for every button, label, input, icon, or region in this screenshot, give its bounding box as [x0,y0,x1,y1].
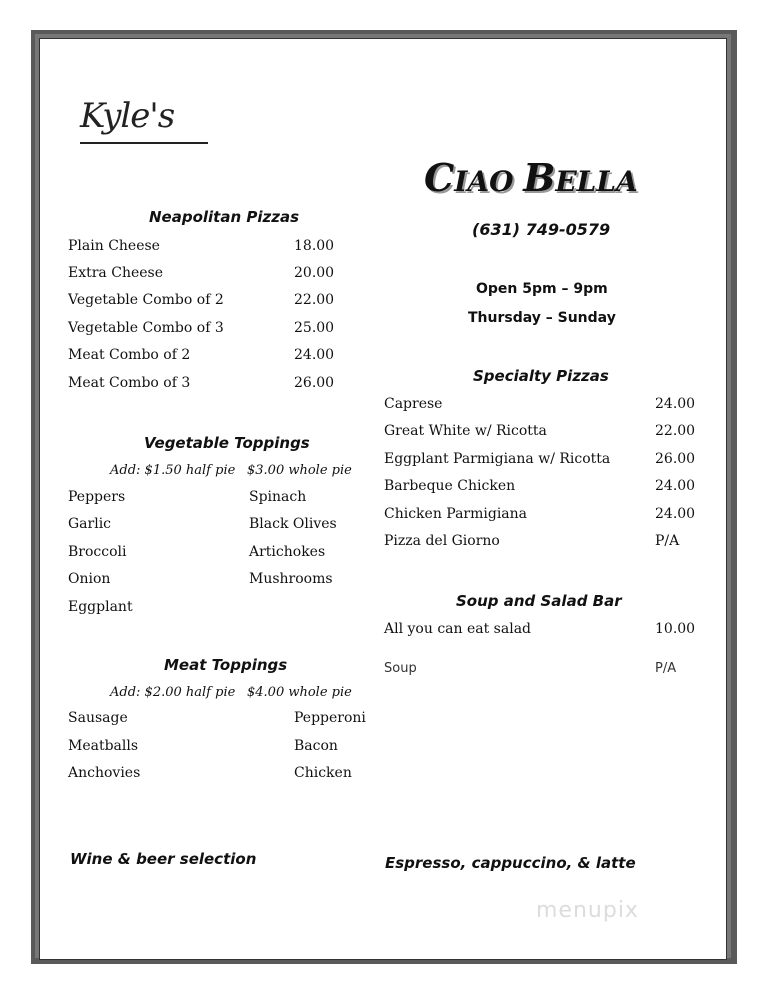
topping-item: Peppers [68,489,126,505]
restaurant-title: CIAO BELLA [424,155,638,200]
specialty-heading: Specialty Pizzas [473,367,609,385]
menu-item-price: P/A [655,533,680,549]
topping-item: Chicken [294,765,352,781]
menu-item-price: 24.00 [294,347,335,363]
menu-item-name: All you can eat salad [384,621,531,637]
topping-item: Spinach [249,489,307,505]
menu-item-name: Extra Cheese [68,265,163,281]
menu-item-name: Eggplant Parmigiana w/ Ricotta [384,451,611,467]
kyles-logo: Kyle's [80,96,175,136]
topping-item: Meatballs [68,738,139,754]
menu-item-name: Caprese [384,396,443,412]
menu-item-name: Chicken Parmigiana [384,506,528,522]
menu-item-name: Pizza del Giorno [384,533,500,549]
menu-item-name: Vegetable Combo of 3 [68,320,224,336]
meat-half-price-note: Add: $2.00 half pie [110,685,236,700]
menu-item-price: 24.00 [655,506,696,522]
topping-item: Anchovies [68,765,141,781]
menu-item-price: 18.00 [294,238,335,254]
logo-underline [80,142,208,144]
topping-item: Bacon [294,738,338,754]
neapolitan-heading: Neapolitan Pizzas [149,208,300,226]
soup-salad-heading: Soup and Salad Bar [456,592,622,610]
menu-item-name: Great White w/ Ricotta [384,423,547,439]
menu-item-price: 20.00 [294,265,335,281]
topping-item: Pepperoni [294,710,366,726]
menu-item-name: Plain Cheese [68,238,160,254]
topping-item: Artichokes [249,544,326,560]
menu-item-name: Barbeque Chicken [384,478,516,494]
days-open: Thursday – Sunday [468,310,616,326]
veg-half-price-note: Add: $1.50 half pie [110,463,236,478]
topping-item: Sausage [68,710,128,726]
menu-item-price: 22.00 [655,423,696,439]
topping-item: Onion [68,571,111,587]
menu-item-name: Soup [384,661,417,676]
topping-item: Broccoli [68,544,127,560]
menu-item-name: Vegetable Combo of 2 [68,292,224,308]
menu-item-price: 26.00 [655,451,696,467]
veg-toppings-heading: Vegetable Toppings [144,434,310,452]
menu-item-price: P/A [655,661,677,676]
menu-item-price: 25.00 [294,320,335,336]
topping-item: Eggplant [68,599,133,615]
menu-item-price: 26.00 [294,375,335,391]
veg-whole-price-note: $3.00 whole pie [247,463,352,478]
coffee-note: Espresso, cappuccino, & latte [385,854,636,872]
phone-number: (631) 749-0579 [472,220,611,239]
wine-beer-note: Wine & beer selection [70,850,257,868]
menu-item-name: Meat Combo of 2 [68,347,191,363]
meat-whole-price-note: $4.00 whole pie [247,685,352,700]
menu-item-price: 24.00 [655,396,696,412]
menu-item-name: Meat Combo of 3 [68,375,191,391]
menu-item-price: 10.00 [655,621,696,637]
hours: Open 5pm – 9pm [476,281,608,297]
menu-item-price: 24.00 [655,478,696,494]
menu-item-price: 22.00 [294,292,335,308]
topping-item: Black Olives [249,516,337,532]
meat-toppings-heading: Meat Toppings [164,656,288,674]
topping-item: Mushrooms [249,571,333,587]
menupix-watermark: menupix [536,898,639,923]
topping-item: Garlic [68,516,112,532]
